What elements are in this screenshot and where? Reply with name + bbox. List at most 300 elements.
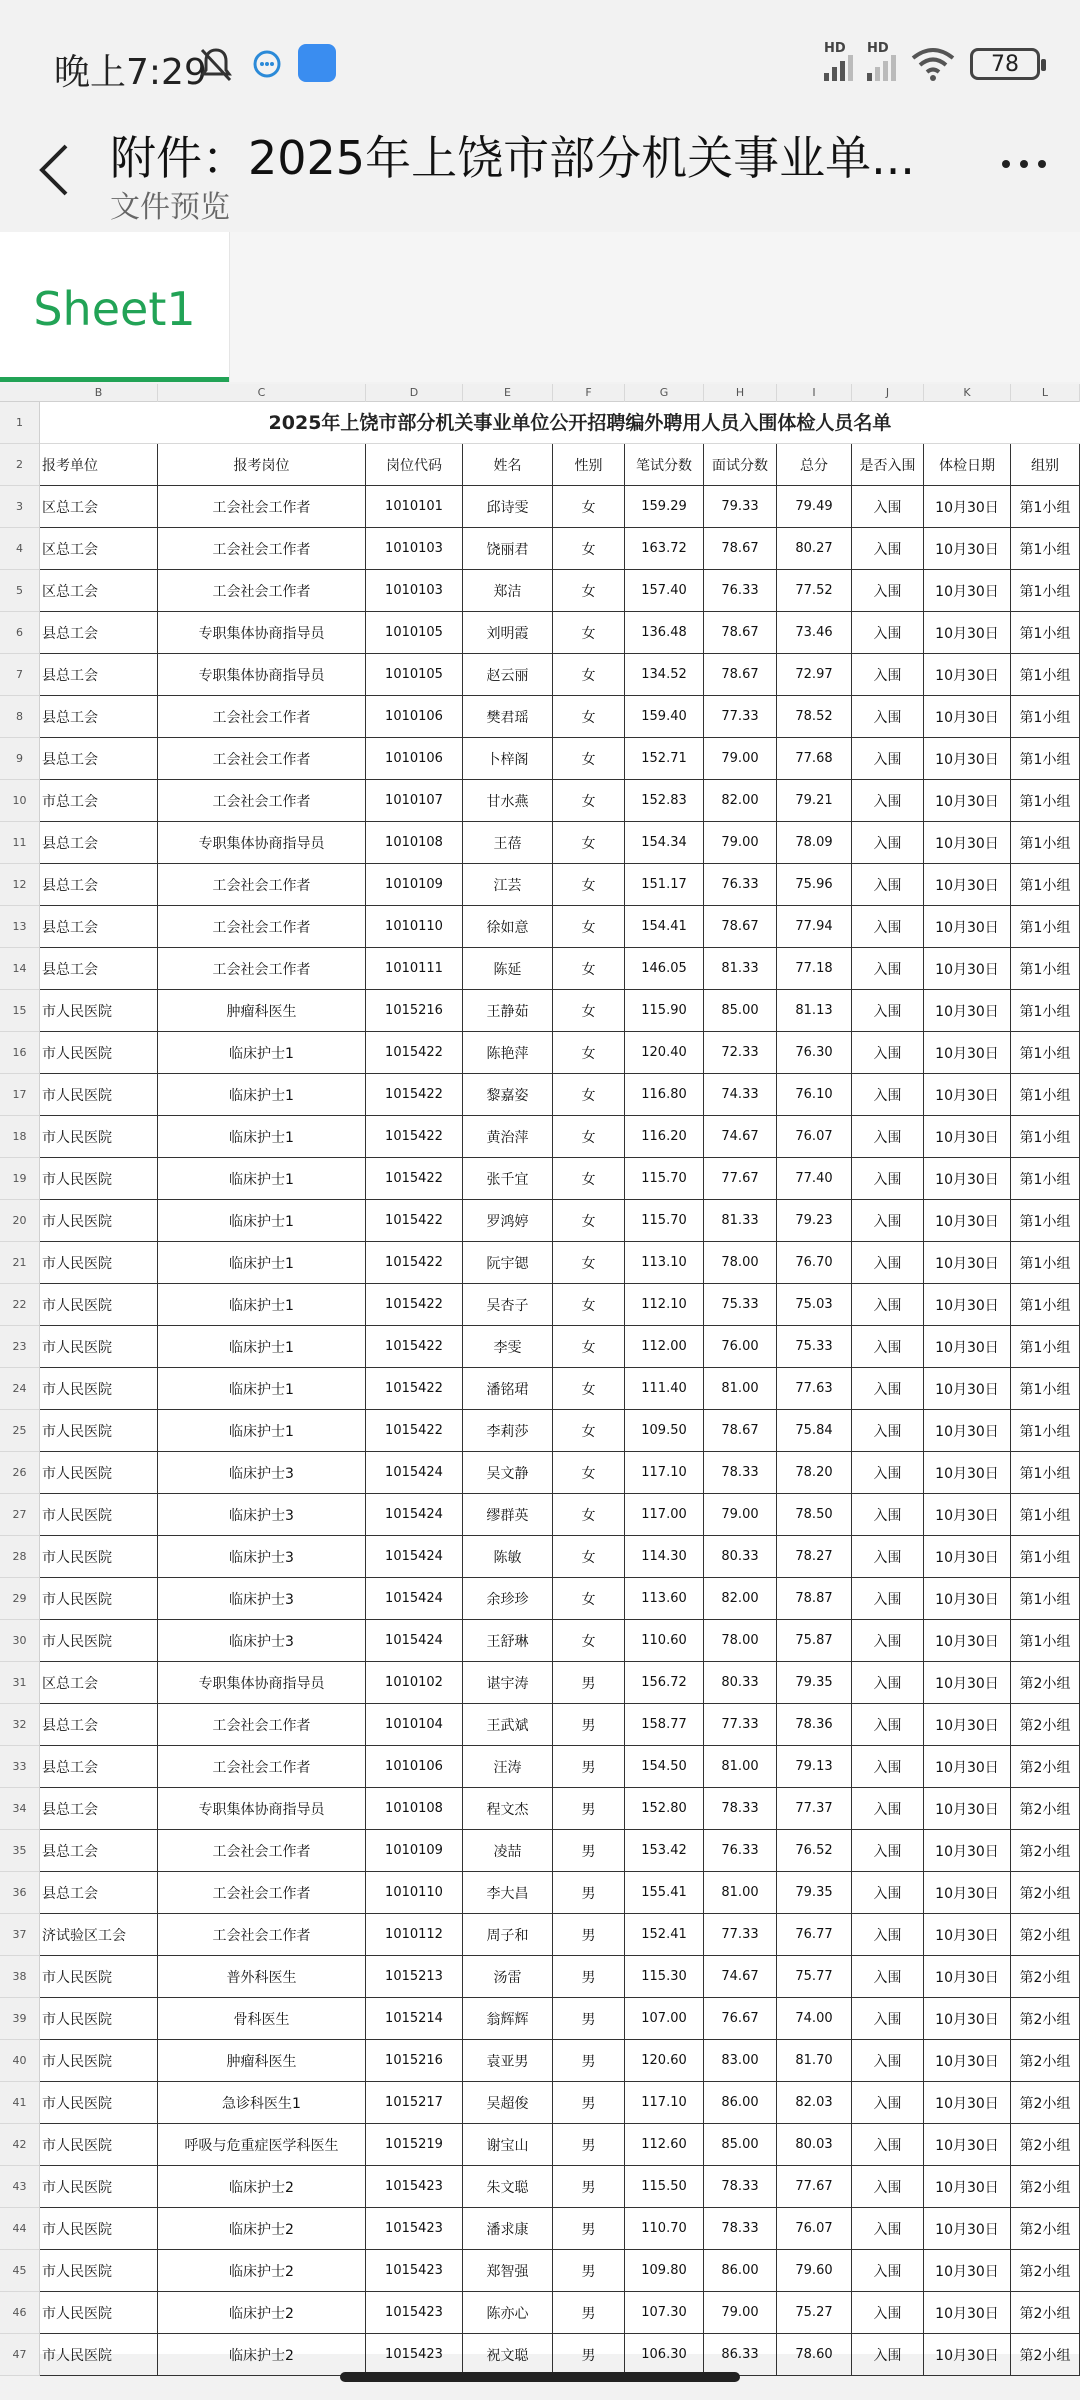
table-cell[interactable]: 济试验区工会	[40, 1914, 158, 1955]
tab-sheet1[interactable]	[0, 232, 230, 382]
table-cell[interactable]: 县总工会	[40, 1872, 158, 1913]
sheet-title-cell[interactable]: 2025年上饶市部分机关事业单位公开招聘编外聘用人员入围体检人员名单	[40, 402, 1080, 444]
table-cell[interactable]: 王蓓	[463, 822, 553, 863]
table-cell[interactable]: 1010103	[366, 570, 463, 611]
table-cell[interactable]: 第2小组	[1011, 1788, 1080, 1829]
table-cell[interactable]: 80.33	[704, 1662, 777, 1703]
table-cell[interactable]: 154.41	[625, 906, 704, 947]
row-number[interactable]: 2	[0, 444, 39, 486]
table-cell[interactable]: 1015423	[366, 2292, 463, 2333]
table-cell[interactable]: 县总工会	[40, 738, 158, 779]
table-cell[interactable]: 女	[553, 1284, 625, 1325]
table-cell[interactable]: 78.00	[704, 1620, 777, 1661]
row-number[interactable]: 30	[0, 1620, 39, 1662]
table-cell[interactable]: 75.77	[777, 1956, 852, 1997]
table-cell[interactable]: 86.00	[704, 2250, 777, 2291]
table-cell[interactable]: 77.33	[704, 696, 777, 737]
row-number[interactable]: 25	[0, 1410, 39, 1452]
table-cell[interactable]: 女	[553, 1326, 625, 1367]
table-cell[interactable]: 女	[553, 1032, 625, 1073]
table-cell[interactable]: 工会社会工作者	[158, 738, 366, 779]
table-cell[interactable]: 10月30日	[924, 2208, 1011, 2249]
table-cell[interactable]: 刘明霞	[463, 612, 553, 653]
table-cell[interactable]: 朱文聪	[463, 2166, 553, 2207]
row-number[interactable]: 9	[0, 738, 39, 780]
table-cell[interactable]: 女	[553, 990, 625, 1031]
table-cell[interactable]: 74.67	[704, 1116, 777, 1157]
table-cell[interactable]: 第1小组	[1011, 528, 1080, 569]
table-cell[interactable]: 109.80	[625, 2250, 704, 2291]
table-cell[interactable]: 1010108	[366, 822, 463, 863]
table-cell[interactable]: 工会社会工作者	[158, 570, 366, 611]
table-cell[interactable]: 第2小组	[1011, 1998, 1080, 2039]
row-number[interactable]: 24	[0, 1368, 39, 1410]
table-cell[interactable]: 工会社会工作者	[158, 948, 366, 989]
table-cell[interactable]: 1010102	[366, 1662, 463, 1703]
table-cell[interactable]: 市人民医院	[40, 2040, 158, 2081]
table-cell[interactable]: 谌宇涛	[463, 1662, 553, 1703]
table-cell[interactable]: 10月30日	[924, 1158, 1011, 1199]
table-cell[interactable]: 第1小组	[1011, 822, 1080, 863]
table-cell[interactable]: 10月30日	[924, 1914, 1011, 1955]
table-cell[interactable]: 79.21	[777, 780, 852, 821]
table-cell[interactable]: 107.00	[625, 1998, 704, 2039]
table-cell[interactable]: 1010112	[366, 1914, 463, 1955]
table-cell[interactable]: 79.00	[704, 1494, 777, 1535]
table-cell[interactable]: 163.72	[625, 528, 704, 569]
column-title-cell[interactable]: 姓名	[463, 444, 553, 485]
table-cell[interactable]: 1010101	[366, 486, 463, 527]
table-cell[interactable]: 男	[553, 1914, 625, 1955]
table-cell[interactable]: 10月30日	[924, 2124, 1011, 2165]
table-cell[interactable]: 饶丽君	[463, 528, 553, 569]
column-title-cell[interactable]: 总分	[777, 444, 852, 485]
table-cell[interactable]: 1010106	[366, 738, 463, 779]
table-cell[interactable]: 73.46	[777, 612, 852, 653]
table-cell[interactable]: 呼吸与危重症医学科医生	[158, 2124, 366, 2165]
table-cell[interactable]: 入围	[852, 1494, 924, 1535]
table-cell[interactable]: 郑智强	[463, 2250, 553, 2291]
row-number[interactable]: 26	[0, 1452, 39, 1494]
table-cell[interactable]: 市人民医院	[40, 1452, 158, 1493]
table-cell[interactable]: 女	[553, 948, 625, 989]
table-cell[interactable]: 81.00	[704, 1872, 777, 1913]
table-cell[interactable]: 入围	[852, 1116, 924, 1157]
row-number[interactable]: 36	[0, 1872, 39, 1914]
row-number[interactable]: 5	[0, 570, 39, 612]
table-cell[interactable]: 第2小组	[1011, 1872, 1080, 1913]
table-cell[interactable]: 1010110	[366, 906, 463, 947]
row-number[interactable]: 11	[0, 822, 39, 864]
table-cell[interactable]: 74.67	[704, 1956, 777, 1997]
table-cell[interactable]: 10月30日	[924, 1788, 1011, 1829]
table-cell[interactable]: 112.10	[625, 1284, 704, 1325]
table-cell[interactable]: 市人民医院	[40, 1494, 158, 1535]
table-cell[interactable]: 114.30	[625, 1536, 704, 1577]
table-cell[interactable]: 10月30日	[924, 906, 1011, 947]
table-cell[interactable]: 陈敏	[463, 1536, 553, 1577]
table-cell[interactable]: 第1小组	[1011, 486, 1080, 527]
table-cell[interactable]: 78.33	[704, 2166, 777, 2207]
table-cell[interactable]: 女	[553, 612, 625, 653]
table-cell[interactable]: 1015216	[366, 990, 463, 1031]
table-cell[interactable]: 女	[553, 1494, 625, 1535]
table-cell[interactable]: 工会社会工作者	[158, 780, 366, 821]
table-cell[interactable]: 117.10	[625, 1452, 704, 1493]
table-cell[interactable]: 工会社会工作者	[158, 906, 366, 947]
table-cell[interactable]: 县总工会	[40, 864, 158, 905]
table-cell[interactable]: 入围	[852, 1158, 924, 1199]
table-cell[interactable]: 86.00	[704, 2082, 777, 2123]
table-cell[interactable]: 81.13	[777, 990, 852, 1031]
table-cell[interactable]: 86.33	[704, 2334, 777, 2375]
table-cell[interactable]: 78.60	[777, 2334, 852, 2375]
row-number[interactable]: 13	[0, 906, 39, 948]
table-cell[interactable]: 74.00	[777, 1998, 852, 2039]
table-cell[interactable]: 入围	[852, 2082, 924, 2123]
table-cell[interactable]: 1010103	[366, 528, 463, 569]
table-cell[interactable]: 115.70	[625, 1158, 704, 1199]
table-cell[interactable]: 1015423	[366, 2334, 463, 2375]
table-cell[interactable]: 152.71	[625, 738, 704, 779]
table-cell[interactable]: 10月30日	[924, 1956, 1011, 1997]
table-cell[interactable]: 1010104	[366, 1704, 463, 1745]
table-cell[interactable]: 78.67	[704, 528, 777, 569]
table-cell[interactable]: 109.50	[625, 1410, 704, 1451]
table-cell[interactable]: 入围	[852, 1200, 924, 1241]
table-cell[interactable]: 76.00	[704, 1326, 777, 1367]
table-cell[interactable]: 女	[553, 696, 625, 737]
table-cell[interactable]: 78.67	[704, 654, 777, 695]
table-cell[interactable]: 黄治萍	[463, 1116, 553, 1157]
row-number[interactable]: 6	[0, 612, 39, 654]
column-title-cell[interactable]: 报考单位	[40, 444, 158, 485]
table-cell[interactable]: 李雯	[463, 1326, 553, 1367]
table-cell[interactable]: 72.97	[777, 654, 852, 695]
table-cell[interactable]: 男	[553, 1872, 625, 1913]
table-cell[interactable]: 1015219	[366, 2124, 463, 2165]
table-cell[interactable]: 1015423	[366, 2208, 463, 2249]
table-cell[interactable]: 入围	[852, 2124, 924, 2165]
table-cell[interactable]: 1015217	[366, 2082, 463, 2123]
table-cell[interactable]: 市人民医院	[40, 2250, 158, 2291]
table-cell[interactable]: 78.36	[777, 1704, 852, 1745]
table-cell[interactable]: 市人民医院	[40, 1998, 158, 2039]
table-cell[interactable]: 10月30日	[924, 1116, 1011, 1157]
table-cell[interactable]: 10月30日	[924, 1704, 1011, 1745]
table-cell[interactable]: 罗鸿婷	[463, 1200, 553, 1241]
table-cell[interactable]: 第1小组	[1011, 570, 1080, 611]
row-number[interactable]: 22	[0, 1284, 39, 1326]
table-cell[interactable]: 154.34	[625, 822, 704, 863]
table-cell[interactable]: 翁辉辉	[463, 1998, 553, 2039]
table-cell[interactable]: 1015424	[366, 1620, 463, 1661]
table-cell[interactable]: 120.40	[625, 1032, 704, 1073]
table-cell[interactable]: 120.60	[625, 2040, 704, 2081]
table-cell[interactable]: 116.20	[625, 1116, 704, 1157]
table-cell[interactable]: 女	[553, 822, 625, 863]
table-cell[interactable]: 入围	[852, 780, 924, 821]
table-cell[interactable]: 女	[553, 1368, 625, 1409]
table-cell[interactable]: 樊君瑶	[463, 696, 553, 737]
table-cell[interactable]: 10月30日	[924, 1242, 1011, 1283]
table-cell[interactable]: 1010107	[366, 780, 463, 821]
table-cell[interactable]: 85.00	[704, 990, 777, 1031]
table-cell[interactable]: 区总工会	[40, 486, 158, 527]
table-cell[interactable]: 79.60	[777, 2250, 852, 2291]
row-number[interactable]: 12	[0, 864, 39, 906]
table-cell[interactable]: 1015422	[366, 1368, 463, 1409]
table-cell[interactable]: 152.80	[625, 1788, 704, 1829]
table-cell[interactable]: 甘水燕	[463, 780, 553, 821]
table-cell[interactable]: 工会社会工作者	[158, 1872, 366, 1913]
table-cell[interactable]: 10月30日	[924, 1662, 1011, 1703]
table-cell[interactable]: 1015422	[366, 1032, 463, 1073]
table-cell[interactable]: 115.50	[625, 2166, 704, 2207]
row-number[interactable]: 38	[0, 1956, 39, 1998]
table-cell[interactable]: 85.00	[704, 2124, 777, 2165]
table-cell[interactable]: 第1小组	[1011, 1368, 1080, 1409]
table-cell[interactable]: 入围	[852, 1620, 924, 1661]
table-cell[interactable]: 工会社会工作者	[158, 1830, 366, 1871]
table-cell[interactable]: 市人民医院	[40, 2124, 158, 2165]
table-cell[interactable]: 10月30日	[924, 1200, 1011, 1241]
table-cell[interactable]: 李大昌	[463, 1872, 553, 1913]
table-cell[interactable]: 男	[553, 1998, 625, 2039]
table-cell[interactable]: 第2小组	[1011, 1746, 1080, 1787]
table-cell[interactable]: 女	[553, 570, 625, 611]
table-cell[interactable]: 临床护士1	[158, 1074, 366, 1115]
table-cell[interactable]: 男	[553, 2208, 625, 2249]
table-cell[interactable]: 市人民医院	[40, 1116, 158, 1157]
table-cell[interactable]: 汪涛	[463, 1746, 553, 1787]
table-cell[interactable]: 女	[553, 906, 625, 947]
table-cell[interactable]: 152.41	[625, 1914, 704, 1955]
table-cell[interactable]: 10月30日	[924, 570, 1011, 611]
column-title-cell[interactable]: 报考岗位	[158, 444, 366, 485]
table-cell[interactable]: 临床护士2	[158, 2208, 366, 2249]
table-cell[interactable]: 入围	[852, 1662, 924, 1703]
table-cell[interactable]: 肿瘤科医生	[158, 2040, 366, 2081]
table-cell[interactable]: 79.00	[704, 738, 777, 779]
table-cell[interactable]: 1015424	[366, 1494, 463, 1535]
table-cell[interactable]: 76.77	[777, 1914, 852, 1955]
table-cell[interactable]: 77.33	[704, 1914, 777, 1955]
table-cell[interactable]: 市人民医院	[40, 1578, 158, 1619]
table-cell[interactable]: 159.40	[625, 696, 704, 737]
table-cell[interactable]: 县总工会	[40, 654, 158, 695]
table-cell[interactable]: 临床护士1	[158, 1410, 366, 1451]
table-cell[interactable]: 第1小组	[1011, 1200, 1080, 1241]
table-cell[interactable]: 肿瘤科医生	[158, 990, 366, 1031]
table-cell[interactable]: 136.48	[625, 612, 704, 653]
row-number[interactable]: 29	[0, 1578, 39, 1620]
row-number[interactable]: 35	[0, 1830, 39, 1872]
table-cell[interactable]: 程文杰	[463, 1788, 553, 1829]
table-cell[interactable]: 76.33	[704, 570, 777, 611]
table-cell[interactable]: 10月30日	[924, 486, 1011, 527]
table-cell[interactable]: 陈亦心	[463, 2292, 553, 2333]
table-cell[interactable]: 入围	[852, 1452, 924, 1493]
table-cell[interactable]: 入围	[852, 1788, 924, 1829]
column-title-cell[interactable]: 面试分数	[704, 444, 777, 485]
table-cell[interactable]: 临床护士2	[158, 2292, 366, 2333]
table-cell[interactable]: 1015422	[366, 1242, 463, 1283]
row-number[interactable]: 23	[0, 1326, 39, 1368]
table-cell[interactable]: 入围	[852, 864, 924, 905]
table-cell[interactable]: 市人民医院	[40, 1410, 158, 1451]
table-cell[interactable]: 10月30日	[924, 780, 1011, 821]
table-cell[interactable]: 79.13	[777, 1746, 852, 1787]
table-cell[interactable]: 临床护士2	[158, 2250, 366, 2291]
table-cell[interactable]: 78.33	[704, 1788, 777, 1829]
table-cell[interactable]: 市人民医院	[40, 2292, 158, 2333]
table-cell[interactable]: 117.10	[625, 2082, 704, 2123]
row-number[interactable]: 27	[0, 1494, 39, 1536]
table-cell[interactable]: 79.49	[777, 486, 852, 527]
table-cell[interactable]: 第1小组	[1011, 696, 1080, 737]
table-cell[interactable]: 区总工会	[40, 1662, 158, 1703]
table-cell[interactable]: 男	[553, 2082, 625, 2123]
table-cell[interactable]: 入围	[852, 1998, 924, 2039]
table-cell[interactable]: 吴杏子	[463, 1284, 553, 1325]
table-cell[interactable]: 入围	[852, 2208, 924, 2249]
table-cell[interactable]: 男	[553, 1956, 625, 1997]
table-cell[interactable]: 临床护士1	[158, 1368, 366, 1409]
table-cell[interactable]: 1010105	[366, 654, 463, 695]
table-cell[interactable]: 入围	[852, 990, 924, 1031]
table-cell[interactable]: 女	[553, 1410, 625, 1451]
table-cell[interactable]: 第2小组	[1011, 1914, 1080, 1955]
table-cell[interactable]: 107.30	[625, 2292, 704, 2333]
table-cell[interactable]: 祝文聪	[463, 2334, 553, 2375]
table-cell[interactable]: 市人民医院	[40, 2082, 158, 2123]
table-cell[interactable]: 临床护士3	[158, 1452, 366, 1493]
table-cell[interactable]: 76.10	[777, 1074, 852, 1115]
table-cell[interactable]: 专职集体协商指导员	[158, 1662, 366, 1703]
table-cell[interactable]: 市人民医院	[40, 2208, 158, 2249]
table-cell[interactable]: 入围	[852, 738, 924, 779]
table-cell[interactable]: 邱诗雯	[463, 486, 553, 527]
table-cell[interactable]: 第2小组	[1011, 2208, 1080, 2249]
table-cell[interactable]: 10月30日	[924, 1284, 1011, 1325]
table-cell[interactable]: 工会社会工作者	[158, 1746, 366, 1787]
table-cell[interactable]: 106.30	[625, 2334, 704, 2375]
table-cell[interactable]: 10月30日	[924, 2166, 1011, 2207]
table-cell[interactable]: 市人民医院	[40, 1326, 158, 1367]
table-cell[interactable]: 第2小组	[1011, 2124, 1080, 2165]
table-cell[interactable]: 入围	[852, 2250, 924, 2291]
table-cell[interactable]: 女	[553, 1578, 625, 1619]
row-number[interactable]: 40	[0, 2040, 39, 2082]
table-cell[interactable]: 第1小组	[1011, 1074, 1080, 1115]
table-cell[interactable]: 第1小组	[1011, 1620, 1080, 1661]
row-number[interactable]: 19	[0, 1158, 39, 1200]
table-cell[interactable]: 县总工会	[40, 612, 158, 653]
row-number[interactable]: 41	[0, 2082, 39, 2124]
spreadsheet[interactable]	[0, 384, 1080, 2364]
table-cell[interactable]: 81.70	[777, 2040, 852, 2081]
table-cell[interactable]: 入围	[852, 1032, 924, 1073]
table-cell[interactable]: 第1小组	[1011, 738, 1080, 779]
table-cell[interactable]: 152.83	[625, 780, 704, 821]
table-cell[interactable]: 1010108	[366, 1788, 463, 1829]
table-cell[interactable]: 县总工会	[40, 1788, 158, 1829]
table-cell[interactable]: 第2小组	[1011, 1956, 1080, 1997]
table-cell[interactable]: 王舒琳	[463, 1620, 553, 1661]
table-cell[interactable]: 77.67	[704, 1158, 777, 1199]
table-cell[interactable]: 1015424	[366, 1452, 463, 1493]
table-cell[interactable]: 80.27	[777, 528, 852, 569]
table-cell[interactable]: 市人民医院	[40, 1200, 158, 1241]
table-cell[interactable]: 女	[553, 528, 625, 569]
row-number[interactable]: 42	[0, 2124, 39, 2166]
row-number[interactable]: 3	[0, 486, 39, 528]
table-cell[interactable]: 市人民医院	[40, 1074, 158, 1115]
table-cell[interactable]: 第1小组	[1011, 780, 1080, 821]
column-header-D[interactable]: D	[366, 384, 463, 402]
table-cell[interactable]: 专职集体协商指导员	[158, 612, 366, 653]
table-cell[interactable]: 77.33	[704, 1704, 777, 1745]
table-cell[interactable]: 周子和	[463, 1914, 553, 1955]
table-cell[interactable]: 1015423	[366, 2166, 463, 2207]
table-cell[interactable]: 第2小组	[1011, 2292, 1080, 2333]
table-cell[interactable]: 男	[553, 1704, 625, 1745]
row-number[interactable]: 44	[0, 2208, 39, 2250]
table-cell[interactable]: 80.33	[704, 1536, 777, 1577]
table-cell[interactable]: 工会社会工作者	[158, 864, 366, 905]
table-cell[interactable]: 工会社会工作者	[158, 528, 366, 569]
row-number[interactable]: 34	[0, 1788, 39, 1830]
column-header-I[interactable]: I	[777, 384, 852, 402]
table-cell[interactable]: 入围	[852, 1074, 924, 1115]
table-cell[interactable]: 临床护士1	[158, 1032, 366, 1073]
table-cell[interactable]: 第1小组	[1011, 906, 1080, 947]
table-cell[interactable]: 入围	[852, 570, 924, 611]
table-cell[interactable]: 第1小组	[1011, 654, 1080, 695]
row-number[interactable]: 8	[0, 696, 39, 738]
table-cell[interactable]: 黎嘉姿	[463, 1074, 553, 1115]
table-cell[interactable]: 潘铭珺	[463, 1368, 553, 1409]
table-cell[interactable]: 1015423	[366, 2250, 463, 2291]
table-cell[interactable]: 1010111	[366, 948, 463, 989]
table-cell[interactable]: 入围	[852, 1872, 924, 1913]
column-title-cell[interactable]: 性别	[553, 444, 625, 485]
column-header-C[interactable]: C	[158, 384, 366, 402]
table-cell[interactable]: 79.33	[704, 486, 777, 527]
table-cell[interactable]: 1010109	[366, 1830, 463, 1871]
table-cell[interactable]: 113.10	[625, 1242, 704, 1283]
table-cell[interactable]: 10月30日	[924, 1494, 1011, 1535]
row-number[interactable]: 45	[0, 2250, 39, 2292]
table-cell[interactable]: 113.60	[625, 1578, 704, 1619]
table-cell[interactable]: 10月30日	[924, 1074, 1011, 1115]
table-cell[interactable]: 工会社会工作者	[158, 486, 366, 527]
table-cell[interactable]: 72.33	[704, 1032, 777, 1073]
table-cell[interactable]: 临床护士3	[158, 1578, 366, 1619]
table-cell[interactable]: 临床护士1	[158, 1116, 366, 1157]
table-cell[interactable]: 第1小组	[1011, 948, 1080, 989]
table-cell[interactable]: 77.94	[777, 906, 852, 947]
table-cell[interactable]: 78.09	[777, 822, 852, 863]
table-cell[interactable]: 阮宇锶	[463, 1242, 553, 1283]
table-cell[interactable]: 张千宜	[463, 1158, 553, 1199]
table-cell[interactable]: 79.35	[777, 1662, 852, 1703]
table-cell[interactable]: 81.33	[704, 948, 777, 989]
row-number[interactable]: 1	[0, 402, 39, 444]
table-cell[interactable]: 78.87	[777, 1578, 852, 1619]
table-cell[interactable]: 入围	[852, 1746, 924, 1787]
